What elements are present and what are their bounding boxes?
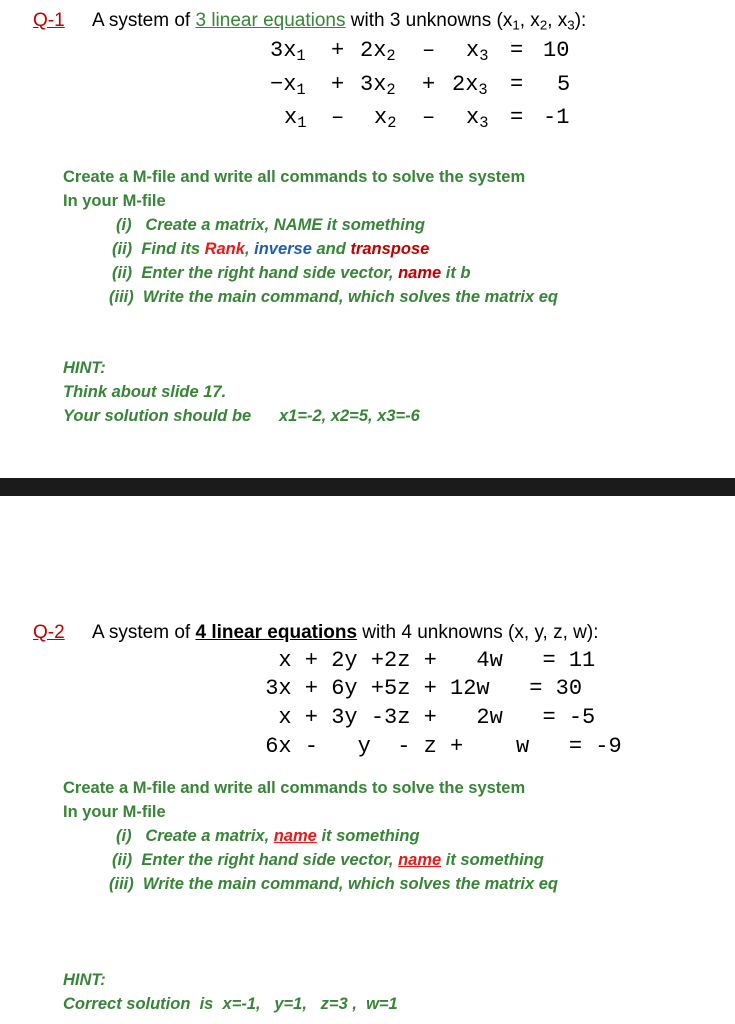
- q2-eq3: x + 3y -3z + 2w = -5: [252, 705, 596, 730]
- q2-eq2: 3x + 6y +5z + 12w = 30: [252, 676, 583, 701]
- q1-eq2-term2: $3x_2$: [360, 72, 396, 99]
- q2-instruction-line2: In your M-file: [63, 803, 166, 821]
- name-keyword: name: [273, 827, 317, 845]
- q1-eq1-term2: $2x_2$: [360, 38, 396, 65]
- q2-eq1: x + 2y +2z + 4w = 11: [252, 648, 596, 673]
- q1-item-iii: [109, 288, 558, 307]
- q1-item-ii2: [112, 264, 471, 283]
- q1-eq3-op1: –: [331, 105, 345, 130]
- item-text: Find its: [141, 240, 205, 258]
- q1-eq2-op1: +: [331, 72, 345, 97]
- q2-hint-line: [63, 995, 398, 1014]
- q1-intro-sep: , x: [519, 10, 540, 31]
- q1-item-ii: [112, 240, 429, 259]
- q1-eq2-term1: $-x_1$: [270, 72, 306, 99]
- item-text: Enter the right hand side vector,: [141, 264, 399, 282]
- item-text: ,: [244, 240, 255, 258]
- transpose-keyword: transpose: [350, 240, 430, 258]
- q2-instruction-line1: Create a M-file and write all commands to solve the system: [63, 779, 526, 797]
- q1-intro-end: ):: [574, 10, 587, 31]
- item-number: (iii): [109, 875, 134, 893]
- q2-intro: [92, 622, 598, 644]
- item-number: (ii): [112, 264, 133, 282]
- q1-hint-title: HINT:: [63, 359, 106, 377]
- q1-eq1-op2: –: [422, 38, 436, 63]
- q1-eq1-rhs: 10: [543, 38, 570, 63]
- inverse-keyword: inverse: [254, 240, 312, 258]
- q1-hint-solution: x1=-2, x2=5, x3=-6: [279, 407, 420, 425]
- q1-eq3-term2: $x_2$: [374, 105, 397, 132]
- q1-hint-line2: Your solution should be: [63, 407, 252, 425]
- item-text: Create a matrix, NAME it something: [145, 216, 425, 234]
- q1-eq2-equals: =: [510, 72, 524, 97]
- q2-item-i: [116, 827, 420, 846]
- q2-hint-solution: x=-1, y=1, z=3 , w=1: [222, 995, 398, 1013]
- q2-intro-suffix: with 4 unknowns (x, y, z, w):: [357, 622, 599, 643]
- q1-eq1-term1: $3x_1$: [270, 38, 306, 65]
- q2-eq4: 6x - y - z + w = -9: [252, 734, 622, 759]
- q1-eq2-op2: +: [422, 72, 436, 97]
- q2-hint-title: HINT:: [63, 971, 106, 989]
- q1-intro-prefix: A system of: [92, 10, 196, 31]
- name-keyword: name: [398, 264, 442, 282]
- name-keyword: name: [398, 851, 442, 869]
- q2-hint-text: Correct solution is: [63, 995, 223, 1013]
- q1-sub: 1: [512, 17, 520, 33]
- q2-item-iii: [109, 875, 558, 894]
- q1-instruction-line2: In your M-file: [63, 192, 166, 210]
- item-number: (i): [116, 216, 132, 234]
- q1-item-i: [116, 216, 425, 235]
- q2-intro-bold: 4 linear equations: [195, 622, 358, 643]
- q1-eq2-term3: $2x_3$: [452, 72, 488, 99]
- q1-intro: [92, 10, 586, 32]
- item-text: Create a matrix,: [145, 827, 274, 845]
- q1-intro-link[interactable]: 3 linear equations: [195, 10, 346, 31]
- q1-eq3-rhs: -1: [543, 105, 570, 130]
- item-text: Write the main command, which solves the matrix eq: [142, 288, 558, 306]
- item-text: it something: [316, 827, 420, 845]
- q1-intro-text: with 3 unknowns (x: [345, 10, 513, 31]
- q1-sub: 3: [567, 17, 575, 33]
- q1-instruction-line1: Create a M-file and write all commands to solve the system: [63, 168, 526, 186]
- item-number: (ii): [112, 240, 133, 258]
- item-text: it something: [441, 851, 544, 869]
- q1-eq3-term3: $x_3$: [466, 105, 489, 132]
- item-text: it b: [441, 264, 471, 282]
- q1-eq1-equals: =: [510, 38, 524, 63]
- q1-label: Q-1: [33, 10, 65, 31]
- q1-eq1-term3: $x_3$: [466, 38, 489, 65]
- q1-eq3-term1: $x_1$: [284, 105, 307, 132]
- item-number: (ii): [112, 851, 133, 869]
- item-number: (iii): [109, 288, 134, 306]
- q1-eq2-rhs: 5: [557, 72, 571, 97]
- q2-item-ii: [112, 851, 544, 870]
- item-text: Enter the right hand side vector,: [141, 851, 399, 869]
- q1-eq1-op1: +: [331, 38, 345, 63]
- q1-hint-line1: Think about slide 17.: [63, 383, 227, 401]
- item-text: Write the main command, which solves the matrix eq: [142, 875, 558, 893]
- q1-eq3-equals: =: [510, 105, 524, 130]
- section-divider: [0, 478, 735, 496]
- q1-sub: 2: [539, 17, 548, 33]
- q2-intro-prefix: A system of: [92, 622, 196, 643]
- item-number: (i): [116, 827, 132, 845]
- item-text: and: [311, 240, 351, 258]
- q1-intro-sep: , x: [547, 10, 568, 31]
- rank-keyword: Rank: [204, 240, 245, 258]
- q1-eq3-op2: –: [422, 105, 436, 130]
- q2-label: Q-2: [33, 622, 65, 643]
